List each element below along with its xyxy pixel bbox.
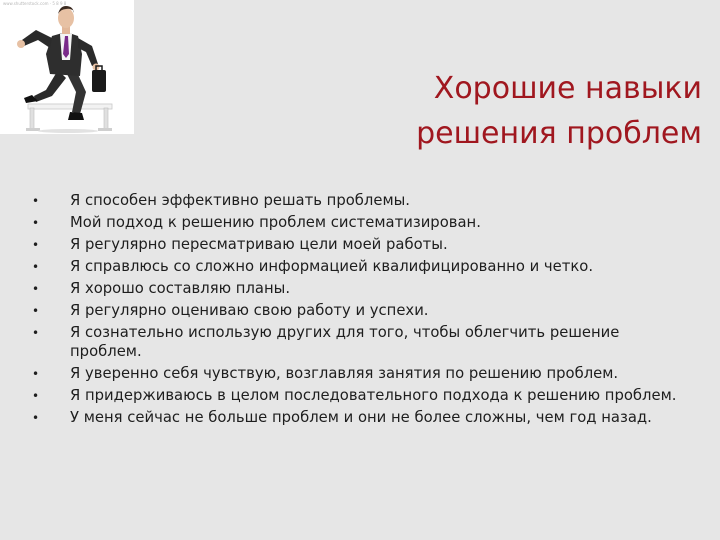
list-item-text: Я справлюсь со сложно информацией квалифицированно и четко. [70, 258, 594, 275]
title-line-2: решения проблем [416, 116, 702, 151]
list-item [32, 258, 692, 277]
list-item-text: Я регулярно оцениваю свою работу и успехи. [70, 302, 429, 319]
bullet-list [32, 192, 692, 431]
list-item-text: Я придерживаюсь в целом последовательного подхода к решению проблем. [70, 386, 677, 404]
bullet-dot: • [32, 366, 40, 381]
businessman-jumping-hurdle-image [0, 0, 134, 134]
bullet-dot: • [32, 304, 40, 318]
list-item-text: Я уверенно себя чувствую, возглавляя занятия по решению проблем. [70, 364, 619, 382]
list-item-text: У меня сейчас не больше проблем и они не более сложны, чем год назад. [70, 408, 652, 426]
bullet-dot: • [32, 282, 40, 296]
list-item [32, 214, 692, 233]
bullet-dot: • [32, 194, 40, 208]
list-item [32, 280, 692, 299]
title-line-1: Хорошие навыки [433, 71, 702, 106]
bullet-dot: • [32, 238, 40, 252]
list-item [32, 387, 692, 406]
slide-title [322, 66, 702, 156]
list-item-text: Я способен эффективно решать проблемы. [70, 192, 410, 209]
bullet-dot: • [32, 410, 40, 425]
list-item [32, 365, 692, 384]
bullet-dot: • [32, 388, 40, 403]
list-item-text: Я регулярно пересматриваю цели моей работы. [70, 236, 448, 253]
list-item-text: Я хорошо составляю планы. [70, 280, 291, 297]
list-item-text: Я сознательно использую других для того, чтобы облегчить решение проблем. [70, 324, 620, 360]
list-item [32, 236, 692, 255]
bullet-dot: • [32, 216, 40, 230]
photo-watermark: www.shutterstock.com · 5 8 9 8 [3, 1, 67, 6]
list-item-text: Мой подход к решению проблем систематизирован. [70, 214, 481, 231]
list-item [32, 192, 692, 211]
bullet-dot: • [32, 326, 40, 340]
list-item [32, 409, 692, 428]
bullet-dot: • [32, 260, 40, 274]
list-item [32, 302, 692, 321]
list-item [32, 324, 692, 361]
businessman-jumping-icon [0, 0, 134, 134]
